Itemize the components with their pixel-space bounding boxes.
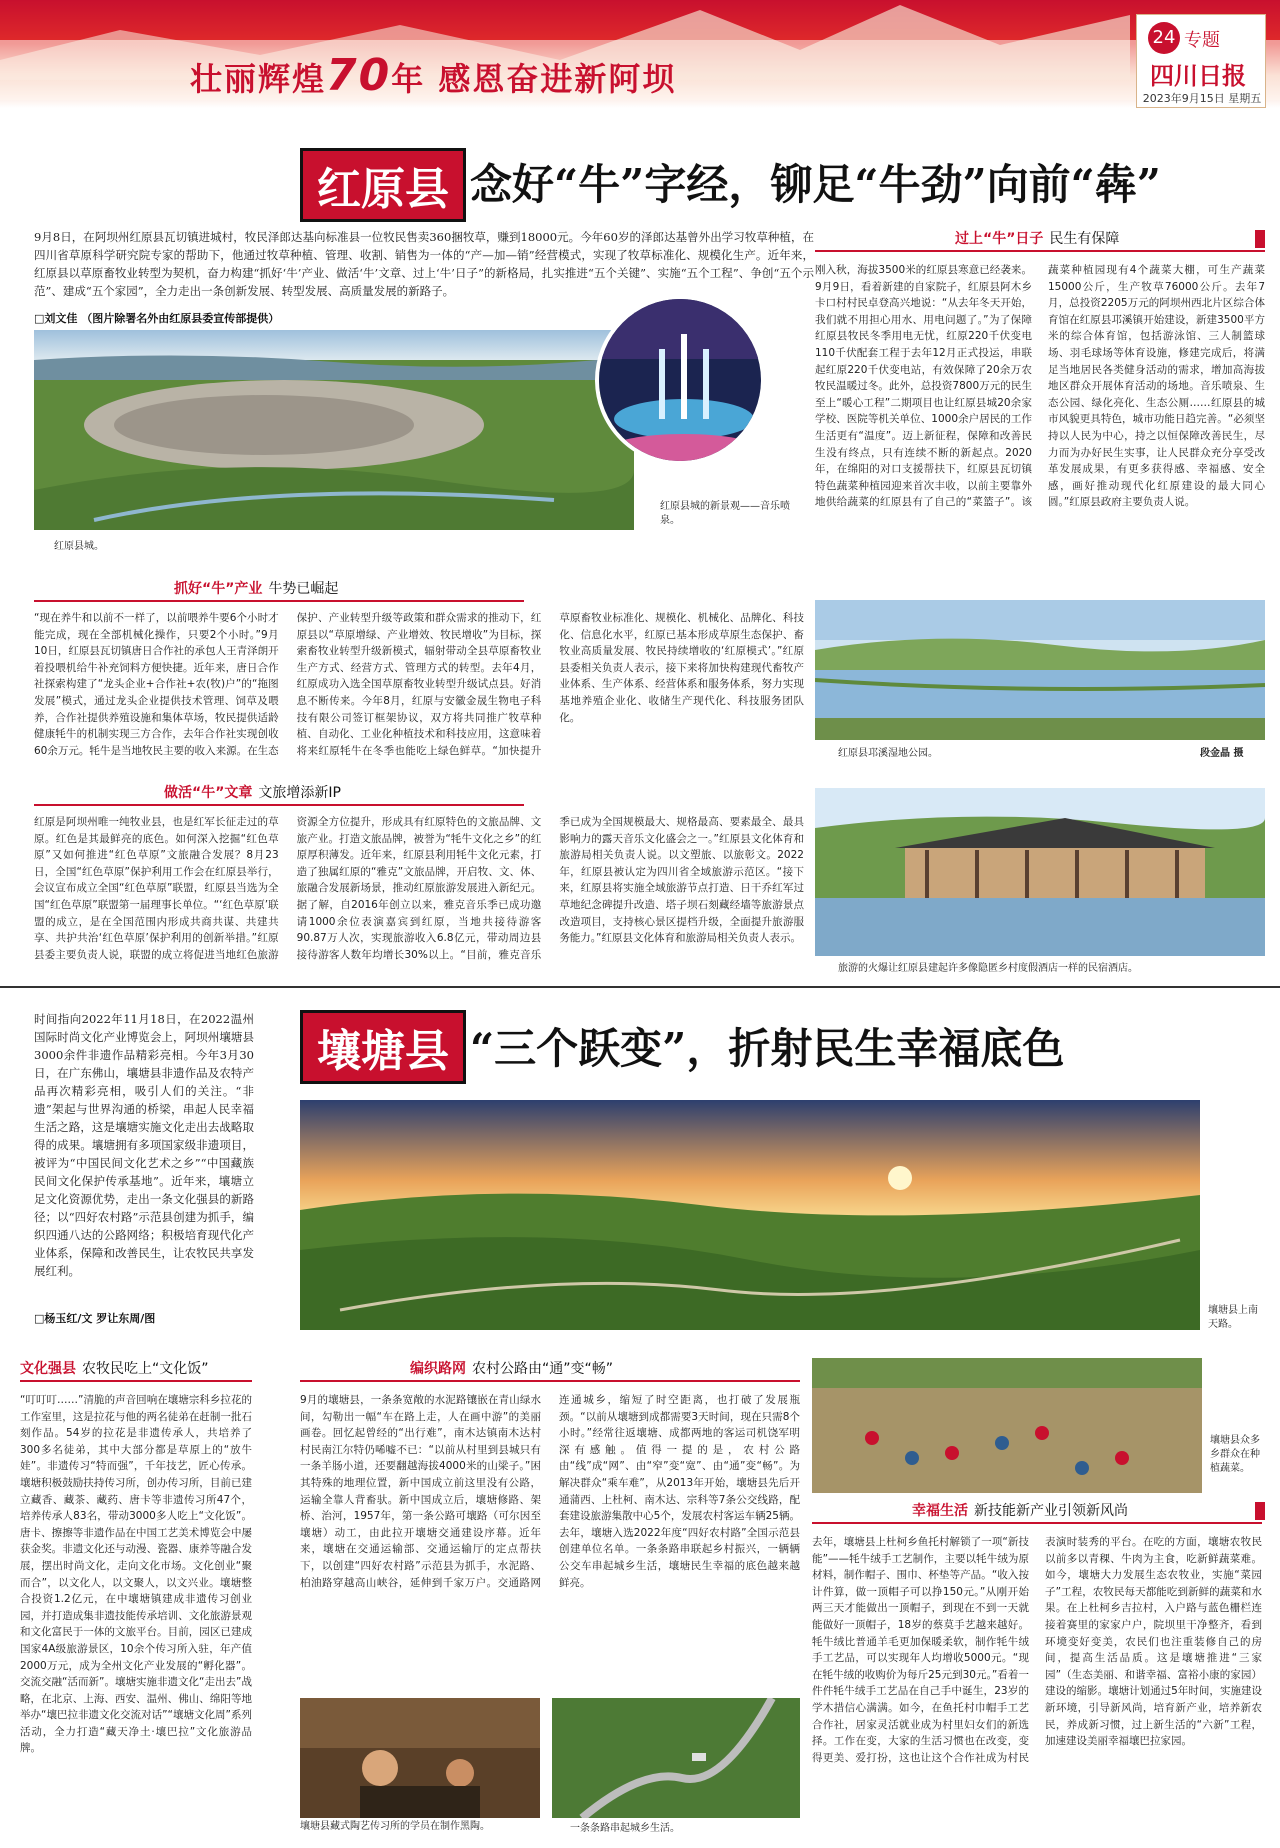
lead-hongyuan: 9月8日，在阿坝州红原县瓦切镇进城村，牧民泽郎达基向标准县一位牧民售卖360捆牧草，赚到18000元。今年60岁的泽郎达基曾外出学习牧草种植，在四川省草原科学研究院专家的帮助下，他通过牧草种植、管理、收割、销售为一体的“产—加—销”经营模式，实现了牧草标准化、规模化生产。近年来，红原县以草原畜牧业转型为契机，奋力构建“抓好‘牛’产业、做活‘牛’文章、过上‘牛’日子”的新格局，扎实推进“五个关键”、实施“五个工程”、争创“五个示范”、建成“五个家园”，全力走出一条创新发展、转型发展、高质量发展的新路子。 xyxy=(34,230,814,298)
text-rangtang-roads: 9月的壤塘县，一条条宽敞的水泥路镶嵌在青山绿水间，勾勒出一幅“车在路上走，人在画中游”的美丽画卷。回忆起曾经的“出行难”，南木达镇南木达村村民南江尔特仍唏嘘不已：“以前从村里到县城只有一条羊肠小道，还要翻越海拔4000米的山梁子。”困其特殊的地理位置，新中国成立前这里没有公路，运输全靠人背畜驮。新中国成立后，壤塘修路、架桥、治河，1957年，第一条公路可壤路（可尔因至壤塘）动工，由此拉开壤塘交通建设序幕。近年来，壤塘在交通运输部、交通运输厅的定点帮扶下，以创建“四好农村路”示范县为抓手，水泥路、柏油路穿越高山峡谷，延伸到千家万户。交通路网连通城乡，缩短了时空距离，也打破了发展瓶颈。“以前从壤塘到成都需要3天时间，现在只需8个小时。”经常往返壤塘、成都两地的客运司机饶军明深有感触。值得一提的是，农村公路由“线”成“网”、由“窄”变“宽”、由“通”变“畅”。为解决群众“乘车难”，从2013年开始，壤塘县先后开通蒲西、上杜柯、南木达、宗科等7条公交线路，配套建设旅游集散中心5个，发展农村客运车辆25辆。去年，壤塘入选2022年度“四好农村路”全国示范县创建单位名单。一条条路串联起乡村振兴，一辆辆公交车串起城乡生活，壤塘民生幸福的底色越来越鲜亮。 xyxy=(300,1394,800,1589)
caption-sky-road: 壤塘县上南天路。 xyxy=(1208,1305,1258,1330)
issue-date: 2023年9月15日 星期五 xyxy=(1142,92,1262,105)
photo-music-fountain xyxy=(595,295,765,465)
text-hongyuan-livelihood: 刚入秋，海拔3500米的红原县寒意已经袭来。9月9日，看着新建的自家院子，红原县阿木乡卡口村村民卓登高兴地说：“从去年冬天开始，我们就不用担心用水、用电问题了。”为了保障红原县牧民冬季用电无忧，红原220千伏变电110千伏配套工程于去年12月正式投运，串联起红原220千伏变电站，有效保障了20余万农牧民温暖过冬。此外，总投资7800万元的民生至上“暖心工程”二期项目也让红原县城20余家学校、医院等机关单位、1000余户居民的工作生活更有“温度”。迈上新征程，保障和改善民生没有终点，只有连续不断的新起点。2020年，在绵阳的对口支援帮扶下，红原县瓦切镇特色蔬菜种植园迎来首次丰收，以前主要靠外地供给蔬菜的红原县有了自己的“菜篮子”。该蔬菜种植园现有4个蔬菜大棚，可生产蔬菜15000公斤，生产牧草76000公斤。去年7月，总投资2205万元的阿坝州西北片区综合体育馆在红原县邛溪镇开始建设，新建3500平方米的综合体育馆，包括游泳馆、三人制篮球场、羽毛球场等体育设施，修建完成后，将满足当地居民各类健身活动的需求，增加高海拔地区群众开展体育活动的场地。音乐喷泉、生态公园、绿化亮化、生态公厕……红原县的城市风貌更具特色，城市功能日趋完善。“必须坚持以人民为中心，持之以恒保障改善民生，尽力而为办好民生实事，让人民群众充分享受改革发展成果，有更多获得感、幸福感、安全感，画好推动现代化红原建设的最大同心圆。”红原县政府主要负责人说。 xyxy=(815,264,1265,509)
byline-rangtang: □杨玉红/文 罗让东周/图 xyxy=(34,1312,156,1325)
page-tag: 专题 xyxy=(1184,30,1220,51)
photo-resort-hotel xyxy=(815,788,1265,956)
text-hongyuan-industry: “现在养牛和以前不一样了，以前喂养牛要6个小时才能完成，现在全部机械化操作，只要2个小时。”9月10日，红原县瓦切镇唐日合作社的承包人王青泽朗开着投喂机给牛补充饲料方便快捷。近年来，唐日合作社探索构建了“龙头企业+合作社+农(牧)户”的“拖图发展”模式，通过龙头企业提供技术管理、饲草及喂养，合作社提供养殖设施和集体草场，牧民提供适龄健康牦牛的机制实现三方合作，去年合作社实现创收60余万元。牦牛是当地牧民主要的收入来源。在生态保护、产业转型升级等政策和群众需求的推动下，红原县以“草原增绿、产业增效、牧民增收”为目标，探索畜牧业转型升级新模式，辐射带动全县草原畜牧业生产方式、经营方式、管理方式的转型。去年4月，红原成功入选全国草原畜牧业转型升级试点县。好消息不断传来。今年8月，红原与安徽金晟生物电子科技有限公司签订框架协议，双方将共同推广牧草种植、自动化、工业化种植技术和科技应用，这意味着将来红原牦牛在冬季也能吃上绿色鲜草。“加快提升草原畜牧业标准化、规模化、机械化、品牌化、科技化、信息化水平，红原已基本形成草原生态保护、畜牧业高质量发展、牧民持续增收的‘红原模式’。”红原县委相关负责人表示，接下来将加快构建现代畜牧产业体系、生产体系、经营体系和服务体系，努力实现基地养殖企业化、收储生产现代化、科技服务团队化。 xyxy=(34,612,804,757)
caption-music-fountain: 红原县城的新景观——音乐喷泉。 xyxy=(660,501,790,526)
text-hongyuan-culture: 红原是阿坝州唯一纯牧业县，也是红军长征走过的草原。红色是其最鲜亮的底色。如何深入挖掘“红色草原”又如何推进“红色草原”文旅融合发展？8月23日，全国“红色草原”保护利用工作会在红原县举行，会议宣布成立全国“红色草原”联盟，红原县当选为全国“红色草原”联盟第一届理事长单位。“‘红色草原’联盟的成立，是在全国范围内形成共商共谋、共建共享、共护共治‘红色草原’保护利用的创新举措。”红原县委主要负责人说，联盟的成立将促进当地红色旅游资源全方位提升，形成具有红原特色的文旅品牌、文旅产业。打造文旅品牌，被誉为“牦牛文化之乡”的红原厚积薄发。近年来，红原县利用牦牛文化元素，打造了独属红原的“雅克”文旅品牌，开启牧、文、体、旅融合发展新场景，推动红原旅游发展进入新纪元。据了解，自2016年创立以来，雅克音乐季已成功邀请1000余位表演嘉宾到红原，当地共接待游客90.87万人次，实现旅游收入6.8亿元，带动周边县接待游客人数年均增长30%以上。“目前，雅克音乐季已成为全国规模最大、规格最高、要素最全、最具影响力的露天音乐文化盛会之一。”红原县文化体育和旅游局相关负责人说。以文塑旅、以旅彰文。2022年，红原县被认定为四川省全域旅游示范区。“接下来，红原县将实施全域旅游节点打造、日干乔红军过草地纪念碑提升改造、塔子坝石刻藏经墙等旅游景点改造项目，支持核心景区提档升级，全面提升旅游服务能力。”红原县文化体育和旅游局相关负责人表示。 xyxy=(34,816,804,961)
lead-rangtang: 时间指向2022年11月18日，在2022温州国际时尚文化产业博览会上，阿坝州壤塘县3000余件非遗作品精彩亮相。今年3月30日，在广东佛山，壤塘县非遗作品及农特产品再次精彩亮相，吸引人们的关注。“非遗”架起与世界沟通的桥梁，串起人民幸福生活之路，这是壤塘实施文化走出去战略取得的成果。壤塘拥有多项国家级非遗项目，被评为“中国民间文化艺术之乡”“中国藏族民间文化保护传承基地”。近年来，壤塘立足文化资源优势，走出一条文化强县的新路径；以“四好农村路”示范县创建为抓手，编织四通八达的公路网络；积极培育现代化产业体系，保障和改善民生，让农牧民共享发展红利。 xyxy=(34,1012,254,1278)
byline-hongyuan: □刘文佳 （图片除署名外由红原县委宣传部提供） xyxy=(34,312,280,325)
photo-wetland-park xyxy=(815,600,1265,740)
subhead-rangtang-roads: 编织路网 农村公路由“通”变“畅” xyxy=(300,1358,800,1382)
subhead-hongyuan-livelihood: 过上“牛”日子 民生有保障 xyxy=(815,228,1265,252)
subhead-hongyuan-industry: 抓好“牛”产业 牛势已崛起 xyxy=(34,578,524,602)
caption-pottery-workshop: 壤塘县藏式陶艺传习所的学员在制作黑陶。 xyxy=(300,1821,490,1832)
caption-mountain-road: 一条条路串起城乡生活。 xyxy=(570,1823,680,1834)
subhead-rangtang-culture: 文化强县 农牧民吃上“文化饭” xyxy=(20,1358,252,1382)
photo-pottery-workshop xyxy=(300,1698,540,1818)
subhead-mark-2 xyxy=(1255,1502,1265,1520)
county-tag-rangtang: 壤塘县 xyxy=(300,1010,466,1084)
section-divider xyxy=(0,986,1280,988)
subhead-hongyuan-culture: 做活“牛”文章 文旅增添新IP xyxy=(34,782,524,806)
headline-rangtang: “三个跃变”，折射民生幸福底色 xyxy=(470,1024,1065,1073)
photo-vegetable-farming xyxy=(812,1358,1202,1493)
county-tag-hongyuan: 红原县 xyxy=(300,148,466,222)
caption-wetland-park: 红原县邛溪湿地公园。 xyxy=(838,748,938,759)
subhead-mark xyxy=(1255,230,1265,248)
photo-rangtang-sky-road xyxy=(300,1100,1200,1330)
paper-logo: 四川日报 xyxy=(1150,61,1246,90)
photo-hongyuan-town xyxy=(34,330,634,530)
caption-vegetable-farming: 壤塘县众多乡群众在种植蔬菜。 xyxy=(1210,1435,1260,1474)
page-number: 24 xyxy=(1148,22,1180,54)
subhead-rangtang-life: 幸福生活 新技能新产业引领新风尚 xyxy=(812,1500,1262,1524)
text-rangtang-life: 去年，壤塘县上杜柯乡鱼托村解锁了一项“新技能”——牦牛绒手工艺制作，主要以牦牛绒为原材料，制作帽子、围巾、杯垫等产品。“收入按计件算，做一顶帽子可以挣150元。”从刚开始两三天才能做出一顶帽子，到现在不到一天就能做好一顶帽子，18岁的蔡莫手艺越来越好。牦牛绒比普通羊毛更加保暖柔软，制作牦牛绒手工艺品，可以实现年人均增收5000元。“现在牦牛绒的收购价为每斤25元到30元。”看着一件件牦牛绒手工艺品在自己手中诞生，23岁的学木措信心满满。如今，在鱼托村巾帽手工艺合作社，居家灵活就业成为村里妇女们的新选择。工作在变，大家的生活习惯也在改变，变得更美、爱打扮，这也让这个合作社成为村民表演时装秀的平台。在吃的方面，壤塘农牧民以前多以青稞、牛肉为主食，吃新鲜蔬菜难。如今，壤塘大力发展生态农牧业，实施“菜园子”工程，农牧民每天都能吃到新鲜的蔬菜和水果。在上杜柯乡吉拉村，入户路与蓝色栅栏连接着赛里的家家户户，院坝里干净整齐，看到环境变好变美，农民们也注重装修自己的房间，提高生活品质。这是壤塘推进“三家园”（生态美丽、和谐幸福、富裕小康的家园）建设的缩影。壤塘计划通过5年时间，实施建设新环境，引导新风尚，培育新产业，培养新农民，养成新习惯，过上新生活的“六新”工程，加速建设美丽幸福壤巴拉家园。 xyxy=(812,1536,1262,1764)
photo-mountain-road xyxy=(552,1698,800,1818)
text-rangtang-culture: “叮叮叮……”清脆的声音回响在壤塘宗科乡拉花的工作室里，这是拉花与他的两名徒弟在赶制一批石刻作品。54岁的拉花是非遗传承人，共培养了300多名徒弟，其中大部分都是草原上的“放牛娃”。非遗传习“特而强”，千年技艺，匠心传承。壤塘积极鼓励扶持传习所，创办传习所，目前已建立藏香、藏茶、藏药、唐卡等非遗传习所47个，培养传承人83名，带动3000多人吃上“文化饭”。唐卡、擦擦等非遗作品在中国工艺美术博览会中屡获金奖。非遗文化还与动漫、瓷器、康养等融合发展，摆出时尚文化，走向文化市场。文化创业“聚而合”，以文化人，以文聚人，以文兴业。壤塘整合投资1.2亿元，在中壤塘镇建成非遗传习创业园，并打造成集非遗技能传承培训、文化旅游景观和文化富民于一体的文旅平台。目前，园区已建成国家4A级旅游景区，10余个传习所入驻，年产值2000万元，成为全州文化产业发展的“孵化器”。交流交融“活而新”。壤塘实施非遗文化“走出去”战略，在北京、上海、西安、温州、佛山、绵阳等地举办“壤巴拉非遗文化交流对话”“壤塘文化周”系列活动，全力打造“藏天净土·壤巴拉”文化旅游品牌。 xyxy=(20,1394,252,1755)
banner-slogan: 壮丽辉煌70年 感恩奋进新阿坝 xyxy=(190,50,677,101)
credit-wetland-park: 段金晶 摄 xyxy=(1200,748,1244,759)
headline-hongyuan: 念好“牛”字经，铆足“牛劲”向前“犇” xyxy=(470,160,1161,209)
caption-resort-hotel: 旅游的火爆让红原县建起许多像隐匿乡村度假酒店一样的民宿酒店。 xyxy=(838,963,1138,974)
caption-hongyuan-town: 红原县城。 xyxy=(54,541,104,552)
